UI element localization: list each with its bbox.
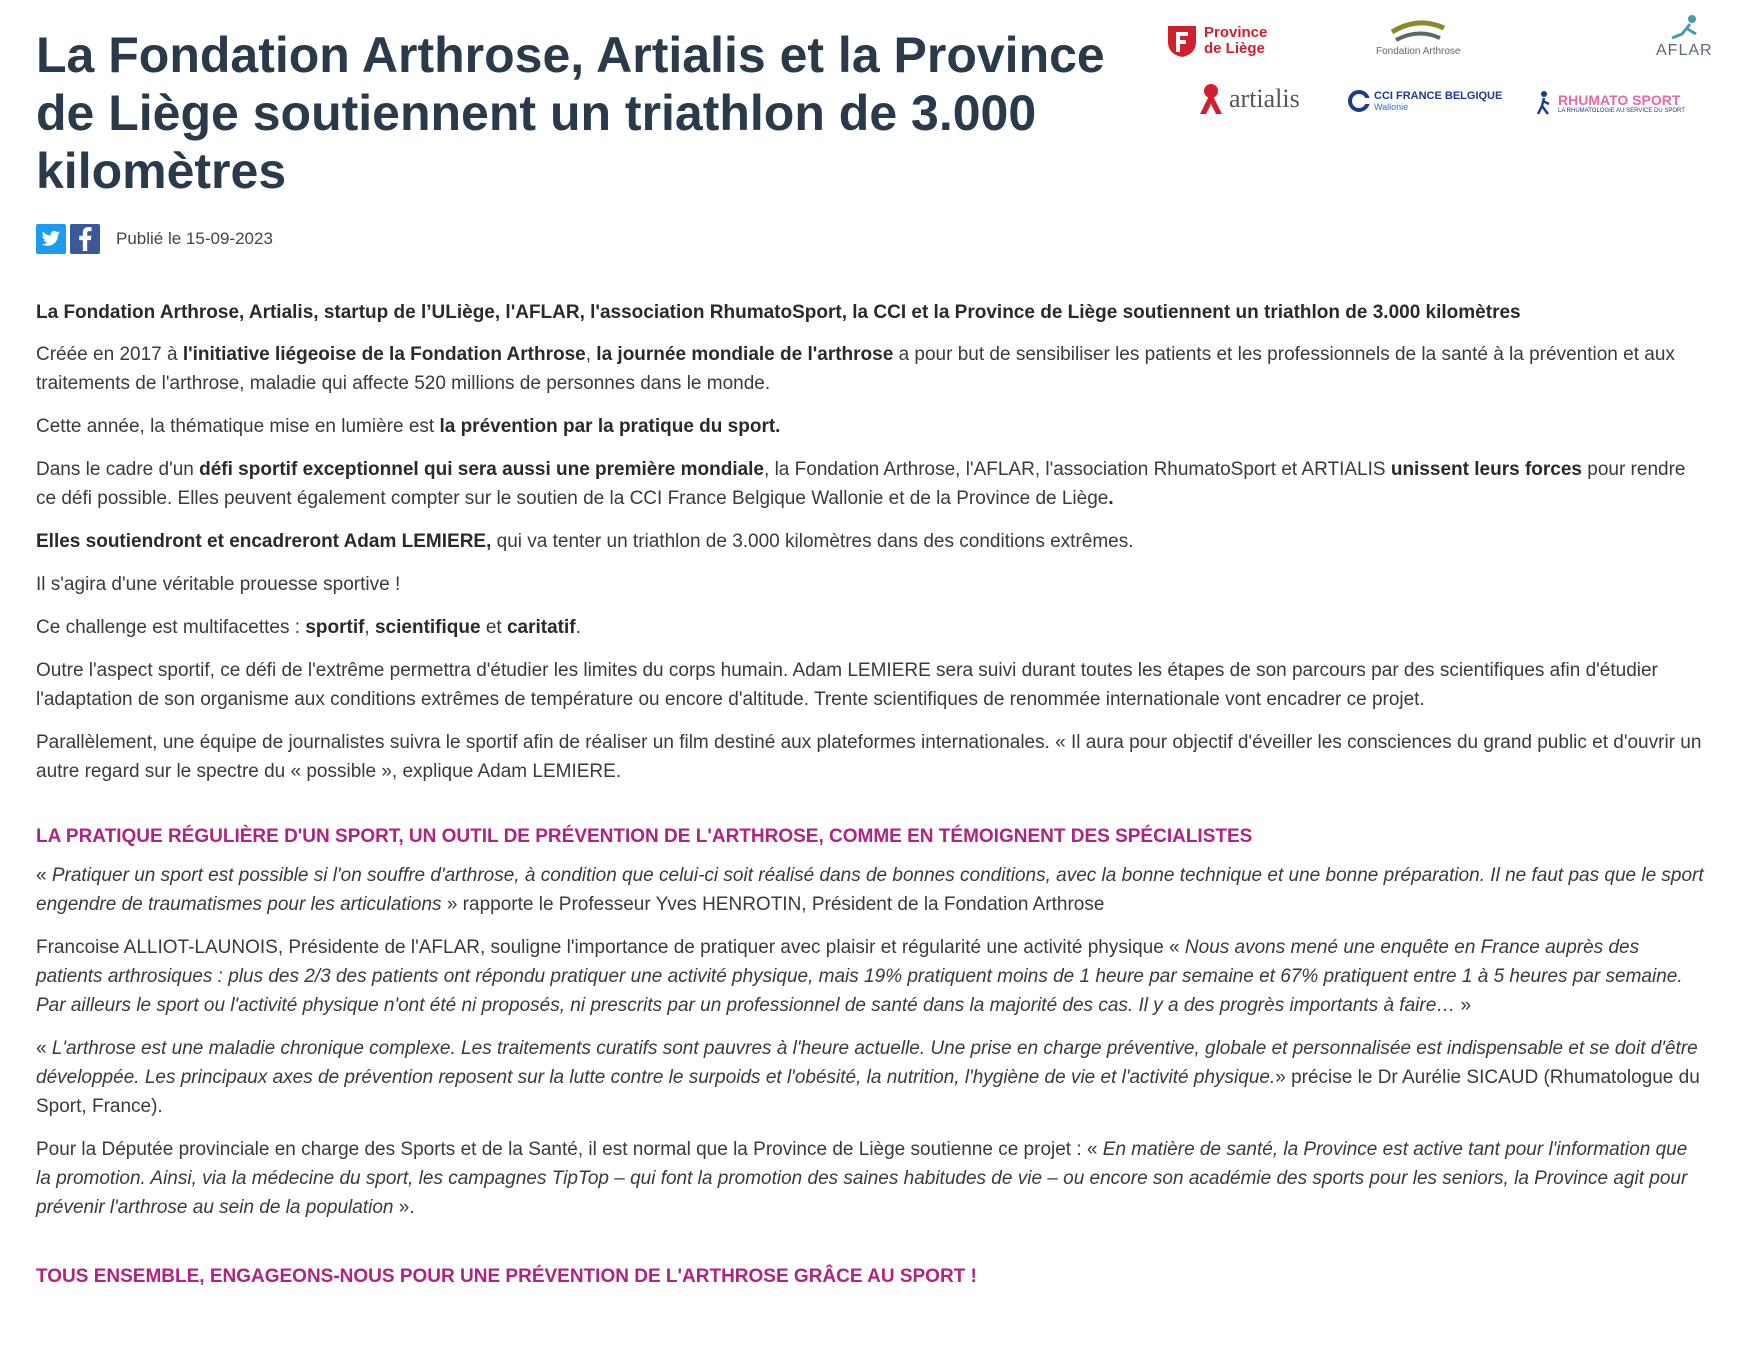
fondation-logo-text: Fondation Arthrose <box>1376 46 1461 57</box>
text-run: Francoise ALLIOT-LAUNOIS, Présidente de l'AFLAR, souligne l'importance de pratiquer avec plaisir et régularité une activité physique « <box>36 937 1185 958</box>
artialis-logo[interactable] <box>1196 82 1300 116</box>
italic-run: Pratiquer un sport est possible si l'on souffre d'arthrose, à condition que celui-ci soit réalisé dans de bonnes conditions, avec la bonne technique et une bonne préparation. Il ne faut pas que le sport engendre de traumatismes pour les articulations <box>36 865 1704 915</box>
province-logo-text: Province de Liège <box>1204 24 1268 57</box>
quote-1 <box>36 861 1706 919</box>
fondation-swoosh-icon <box>1388 18 1448 46</box>
text-run: , la Fondation Arthrose, l'AFLAR, l'association RhumatoSport et ARTIALIS <box>764 459 1391 480</box>
bold-run: Elles soutiendront et encadreront Adam LEMIERE, <box>36 531 492 552</box>
bold-run: scientifique <box>374 617 481 638</box>
italic-run: En matière de santé, la Province est active tant pour l'information que la promotion. Ainsi, via la médecine du sport, les campagnes TipTop – qui font la promotion des saines habitudes de vie – ou encore son académie des sports pour les seniors, la Province agit pour prévenir l'arthrose au sein de la population <box>36 1139 1688 1218</box>
italic-run: Nous avons mené une enquête en France auprès des patients arthrosiques : plus des 2/3 des patients ont répondu pratiquer une activité physique, mais 19% pratiquent moins de 1 heure par semaine et 67% pratiquent entre 1 à 5 heures par semaine. Par ailleurs le sport ou l'activité physique n'ont été ni proposés, ni prescrits par un professionnel de santé dans la majorité des cas. Il y a des progrès importants à faire… <box>36 937 1683 1016</box>
cci-logo-subtext: Wallonie <box>1374 102 1409 112</box>
quote-2 <box>36 933 1706 1020</box>
text-run: Créée en 2017 à <box>36 344 183 365</box>
bold-run: unissent leurs forces <box>1390 459 1582 480</box>
page-title: La Fondation Arthrose, Artialis et la Province de Liège soutiennent un triathlon de 3.000 kilomètres <box>36 27 1105 199</box>
text-run: a pour but de sensibiliser les patients et les professionnels de la santé à la prévention et aux traitements de l'arthrose, maladie qui affecte 520 millions de personnes dans le monde. <box>36 344 1675 394</box>
text-run: Ce challenge est multifacettes : <box>36 617 306 638</box>
rhumato-runner-icon <box>1536 90 1552 116</box>
article-header <box>36 0 1713 248</box>
bold-run: défi sportif exceptionnel qui sera aussi une première mondiale <box>199 459 765 480</box>
article-meta <box>36 224 273 254</box>
cci-logo-text: CCI FRANCE BELGIQUE <box>1374 90 1503 102</box>
twitter-share-button[interactable] <box>36 224 66 254</box>
paragraph-5: Il s'agira d'une véritable prouesse sportive ! <box>36 574 401 595</box>
italic-run: L'arthrose est une maladie chronique complexe. Les traitements curatifs sont pauvres à l'heure actuelle. Une prise en charge préventive, globale et personnalisée est indispensable et se doit d'être développée. Les principaux axes de prévention reposent sur la lutte contre le surpoids et l'obésité, la nutrition, l'hygiène de vie et l'activité physique. <box>36 1038 1698 1088</box>
rhumato-logo-text: RHUMATO SPORT <box>1558 92 1681 108</box>
artialis-mark-icon <box>1196 82 1226 116</box>
text-run: qui va tenter un triathlon de 3.000 kilomètres dans des conditions extrêmes. <box>491 531 1134 552</box>
quote-4 <box>36 1135 1706 1222</box>
aflar-logo[interactable] <box>1656 14 1713 60</box>
text-run: « <box>36 865 52 886</box>
aflar-figure-icon <box>1664 14 1704 42</box>
partner-logos <box>1166 14 1726 134</box>
paragraph-8: Parallèlement, une équipe de journalistes suivra le sportif afin de réaliser un film destiné aux plateformes internationales. « Il aura pour objectif d'éveiller les consciences du grand public et d'ouvrir un autre regard sur le spectre du « possible », explique Adam LEMIERE. <box>36 732 1702 782</box>
fondation-arthrose-logo[interactable] <box>1376 18 1461 57</box>
publish-date: Publié le 15-09-2023 <box>116 229 273 248</box>
bold-run: caritatif <box>506 617 576 638</box>
facebook-icon <box>78 227 92 251</box>
bold-run: sportif <box>305 617 365 638</box>
artialis-logo-text: artialis <box>1229 84 1300 113</box>
text-run: « <box>36 1038 52 1059</box>
paragraph-1 <box>36 340 1706 398</box>
text-run: , <box>364 617 375 638</box>
paragraph-3 <box>36 455 1706 513</box>
province-shield-icon <box>1166 24 1198 58</box>
quote-3 <box>36 1034 1706 1121</box>
facebook-share-button[interactable] <box>70 224 100 254</box>
text-run: ». <box>393 1197 415 1218</box>
province-liege-logo[interactable] <box>1166 24 1278 58</box>
text-run: Dans le cadre d'un <box>36 459 200 480</box>
rhumato-logo-tagline: LA RHUMATOLOGIE AU SERVICE DU SPORT <box>1558 108 1685 114</box>
bold-run: . <box>1108 488 1114 509</box>
paragraph-6 <box>36 613 1706 642</box>
text-run: pour rendre ce défi possible. Elles peuvent également compter sur le soutien de la CCI France Belgique Wallonie et de la Province de Liège <box>36 459 1686 509</box>
section-heading-1: LA PRATIQUE RÉGULIÈRE D'UN SPORT, UN OUTIL DE PRÉVENTION DE L'ARTHROSE, COMME EN TÉMOIGNENT DES SPÉCIALISTES <box>36 826 1253 847</box>
paragraph-4 <box>36 527 1706 556</box>
text-run: , <box>585 344 597 365</box>
text-run: » rapporte le Professeur Yves HENROTIN, Président de la Fondation Arthrose <box>441 894 1105 915</box>
cci-logo[interactable] <box>1348 90 1502 112</box>
rhumato-sport-logo[interactable] <box>1536 90 1685 116</box>
text-run: Cette année, la thématique mise en lumière est <box>36 416 440 437</box>
bold-run: l'initiative liégeoise de la Fondation Arthrose <box>182 344 586 365</box>
bold-run: la journée mondiale de l'arthrose <box>596 344 894 365</box>
paragraph-2 <box>36 412 1706 441</box>
cci-mark-icon <box>1348 90 1370 112</box>
aflar-logo-text: AFLAR <box>1656 42 1713 59</box>
text-run: » <box>1455 995 1472 1016</box>
paragraph-7: Outre l'aspect sportif, ce défi de l'extrême permettra d'étudier les limites du corps humain. Adam LEMIERE sera suivi durant toutes les étapes de son parcours par des scientifiques afin d'étudier l'adaptation de son organisme aux conditions extrêmes de température ou encore d'altitude. Trente scientifiques de renommée internationale vont encadrer ce projet. <box>36 660 1658 710</box>
bold-run: la prévention par la pratique du sport. <box>439 416 781 437</box>
article-lead: La Fondation Arthrose, Artialis, startup de l’ULiège, l'AFLAR, l'association RhumatoSport, la CCI et la Province de Liège soutiennent un triathlon de 3.000 kilomètres <box>36 302 1521 323</box>
twitter-icon <box>41 230 61 248</box>
section-heading-2: TOUS ENSEMBLE, ENGAGEONS-NOUS POUR UNE PRÉVENTION DE L'ARTHROSE GRÂCE AU SPORT ! <box>36 1266 977 1287</box>
text-run: Pour la Députée provinciale en charge des Sports et de la Santé, il est normal que la Province de Liège soutienne ce projet : « <box>36 1139 1103 1160</box>
article-body <box>36 298 1706 1291</box>
text-run: » précise le Dr Aurélie SICAUD (Rhumatologue du Sport, France). <box>36 1067 1700 1117</box>
text-run: et <box>480 617 507 638</box>
text-run: . <box>575 617 581 638</box>
